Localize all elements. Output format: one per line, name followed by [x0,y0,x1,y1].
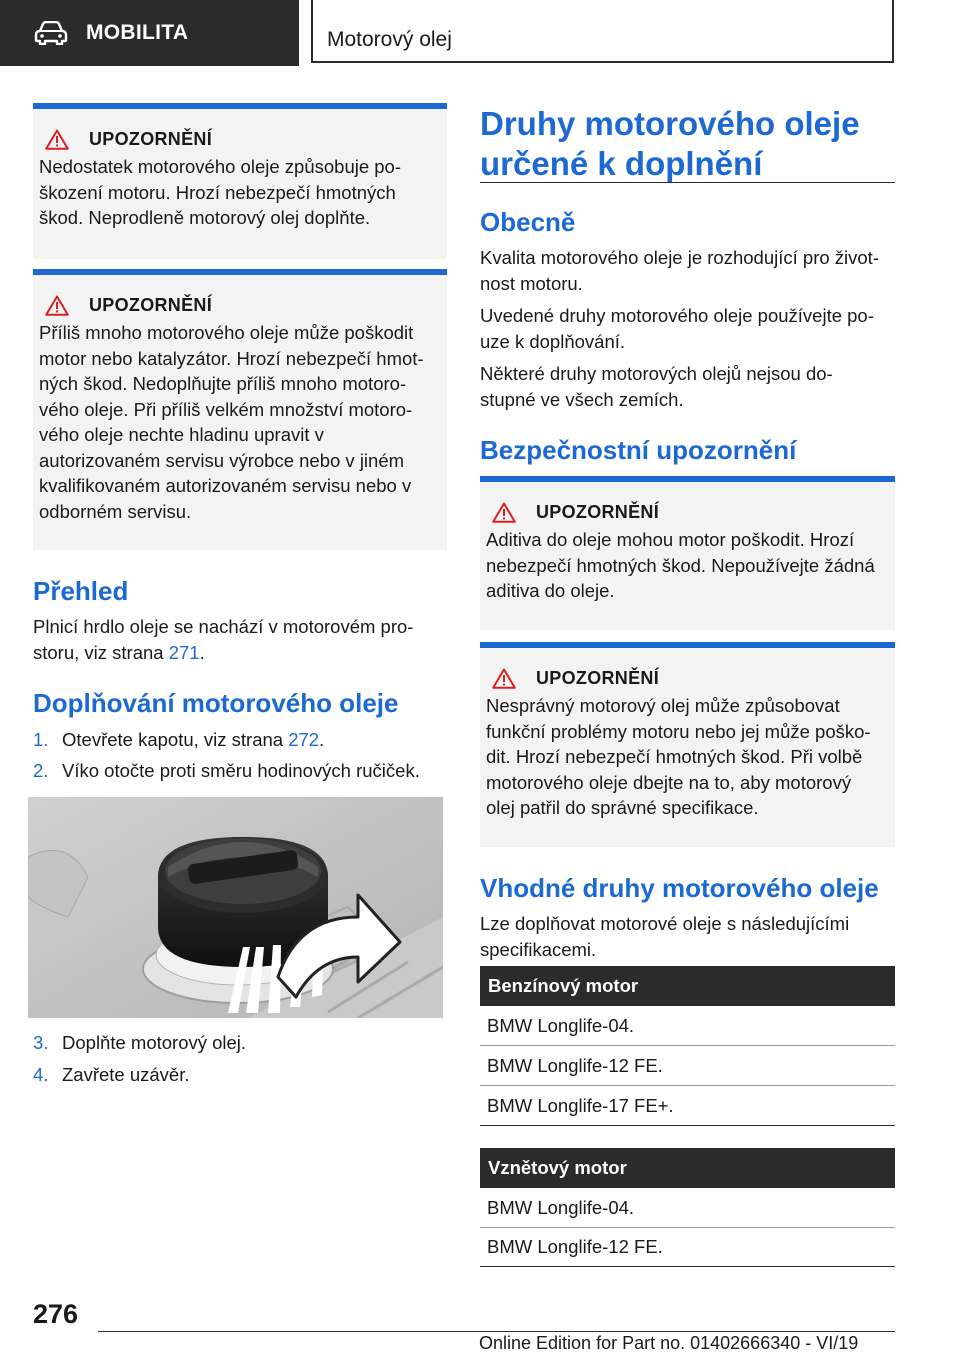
step-number: 4. [33,1064,49,1085]
table-row: BMW Longlife-04. [480,1006,895,1046]
title-line: Druhy motorového oleje [480,105,860,142]
text-line [33,640,447,666]
text-line: specifikacemi. [480,939,597,960]
text-line: Příliš mnoho motorového oleje může poškodit [39,322,414,343]
text-line: škození motoru. Hrozí nebezpečí hmotných [39,181,396,203]
text-line: nost motoru. [480,273,583,294]
warning-text [39,154,437,231]
title-divider [480,182,895,183]
text-fragment: . [319,729,325,750]
oil-cap-illustration [28,797,443,1018]
warning-triangle-icon [45,129,69,150]
text-fragment: storu, viz strana [33,642,169,663]
step-number: 3. [33,1032,49,1053]
text-line: nebezpečí hmotných škod. Nepoužívejte žádná [486,554,875,576]
refill-heading: Doplňování motorového oleje [33,688,399,718]
petrol-table-header: Benzínový motor [480,966,895,1006]
car-icon [34,21,68,45]
text-line: vého oleje nechte hladinu upravit v [39,424,324,445]
text-line: uze k doplňování. [480,331,626,352]
section-tab [0,0,299,66]
warning-title [492,502,885,523]
warning-box-wrong-oil [480,642,895,847]
step-item [33,1030,246,1056]
text-line: škod. Neprodleně motorový olej doplňte. [39,207,371,228]
main-title [480,104,860,184]
text-line: Kvalita motorového oleje je rozhodující pro život- [480,247,879,268]
warning-title-text: UPOZORNĚNÍ [536,668,660,688]
general-heading: Obecně [480,207,576,237]
warning-box-additives [480,476,895,630]
page-link-271[interactable]: 271 [168,642,200,663]
step-number: 2. [33,760,49,781]
text-fragment: . [199,642,205,663]
text-line: Nesprávný motorový olej může způsobovat [486,695,840,716]
step-text: Zavřete uzávěr. [62,1064,190,1085]
text-line: Uvedené druhy motorového oleje používejte po- [480,305,874,326]
step-number: 1. [33,729,49,750]
general-paragraph [480,361,895,413]
text-line: motor nebo katalyzátor. Hrozí nebezpečí hmot- [39,347,424,369]
step-item [33,758,420,784]
table-row: BMW Longlife-17 FE+. [480,1086,895,1126]
warning-title-text: UPOZORNĚNÍ [536,502,660,522]
text-line: Lze doplňovat motorové oleje s následujícími [480,913,850,934]
page-link-272[interactable]: 272 [288,729,320,750]
step-text: Víko otočte proti směru hodinových ručiček. [62,760,420,781]
text-line: Některé druhy motorových olejů nejsou do- [480,363,833,384]
overview-heading: Přehled [33,576,129,606]
text-fragment: Otevřete kapotu, viz strana [62,729,289,750]
text-line: kvalifikovaném autorizovaném servisu nebo v [39,475,412,496]
warning-text [486,693,885,821]
diesel-table-header: Vznětový motor [480,1148,895,1188]
warning-box-overfill [33,269,447,550]
text-line: Plnicí hrdlo oleje se nachází v motorovém pro- [33,616,414,637]
general-paragraph [480,245,895,297]
edition-note: Online Edition for Part no. 01402666340 - VI/19 [479,1333,859,1353]
page-header [0,0,960,66]
warning-text [39,320,437,524]
text-line: autorizovaném servisu výrobce nebo v jiném [39,449,405,471]
footer-divider [98,1331,895,1332]
suitable-text [480,911,895,963]
table-row: BMW Longlife-04. [480,1188,895,1228]
section-title: MOBILITA [86,21,189,44]
warning-triangle-icon [45,295,69,316]
step-item [33,727,324,753]
warning-title [45,295,437,316]
warning-box-low-oil [33,103,447,259]
text-line: olej patřil do správné specifikace. [486,797,759,818]
text-line: motorového oleje dbejte na to, aby motorový [486,771,852,793]
warning-title [45,129,437,150]
warning-triangle-icon [492,668,516,689]
text-line: Nedostatek motorového oleje způsobuje po- [39,156,402,177]
text-line: aditiva do oleje. [486,580,615,601]
step-item [33,1062,190,1088]
text-line: ných škod. Nedoplňujte příliš mnoho motoro- [39,373,407,394]
text-line: stupné ve všech zemích. [480,389,684,410]
general-paragraph [480,303,895,355]
table-row: BMW Longlife-12 FE. [480,1228,895,1267]
overview-text [33,614,447,666]
text-line: odborném servisu. [39,500,192,522]
text-line: Aditiva do oleje mohou motor poškodit. Hrozí [486,529,855,550]
warning-text [486,527,885,604]
text-line: funkční problémy motoru nebo jej může poško- [486,720,871,742]
suitable-heading: Vhodné druhy motorového oleje [480,873,879,903]
oil-cap-image [28,797,443,1018]
chapter-box [311,0,894,63]
warning-title-text: UPOZORNĚNÍ [89,295,213,315]
warning-title-text: UPOZORNĚNÍ [89,129,213,149]
warning-title [492,668,885,689]
text-line: dit. Hrozí nebezpečí hmotných škod. Při volbě [486,746,863,767]
page-number: 276 [33,1299,79,1329]
step-text [62,727,324,753]
table-row: BMW Longlife-12 FE. [480,1046,895,1086]
warning-triangle-icon [492,502,516,523]
title-line: určené k doplnění [480,145,763,182]
safety-heading: Bezpečnostní upozornění [480,435,797,465]
step-text: Doplňte motorový olej. [62,1032,247,1053]
text-line: vého oleje. Při příliš velkém množství motoro- [39,398,413,420]
chapter-title: Motorový olej [327,28,452,51]
